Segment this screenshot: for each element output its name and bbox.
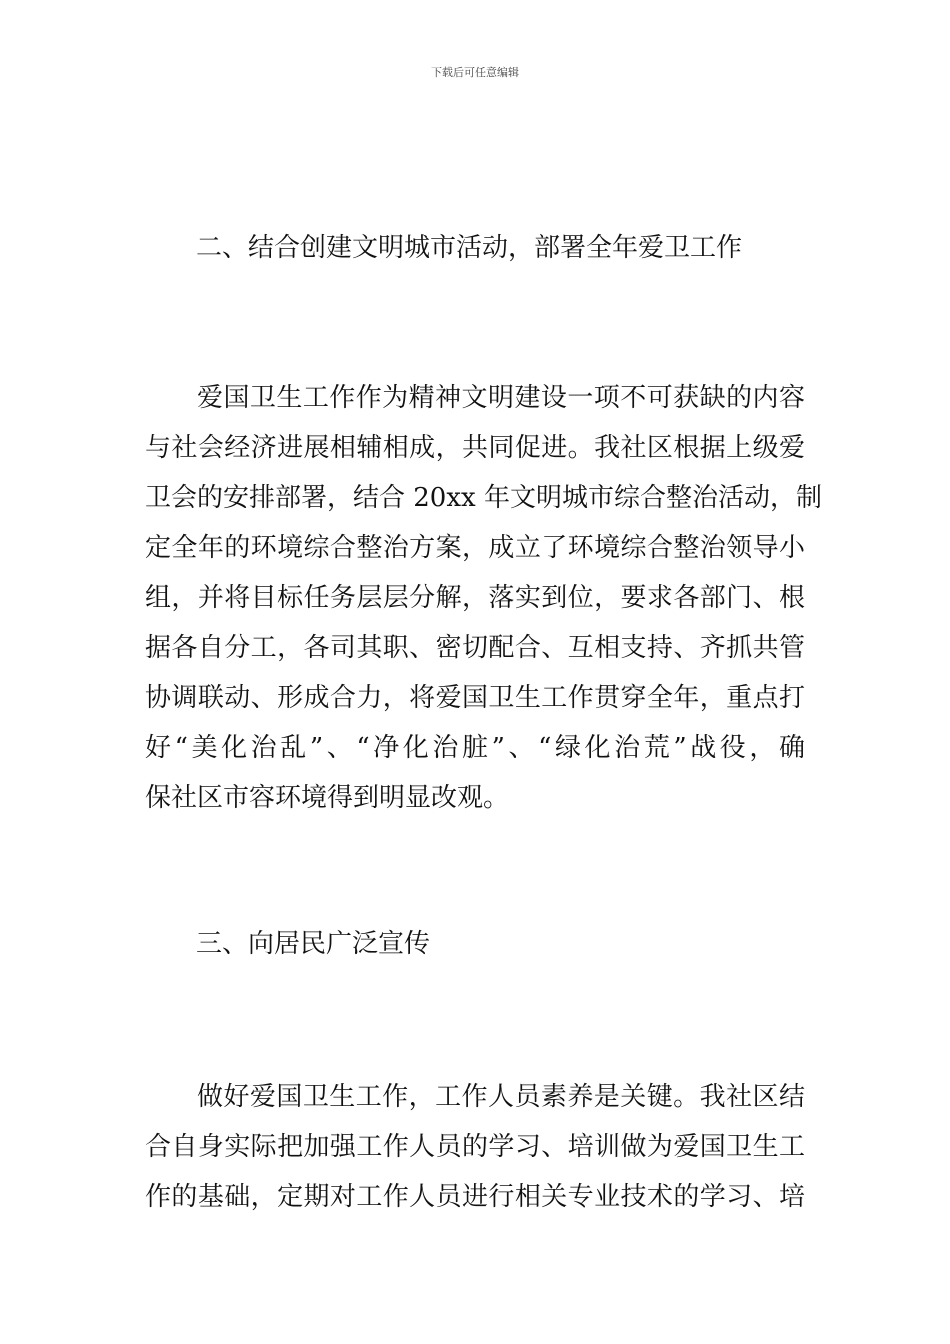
paragraph-line: 爱国卫生工作作为精神文明建设一项不可获缺的内容 — [197, 383, 805, 413]
paragraph-line: 据各自分工，各司其职、密切配合、互相支持、齐抓共管 — [145, 633, 805, 663]
paragraph-line: 与社会经济进展相辅相成，共同促进。我社区根据上级爱 — [145, 433, 805, 463]
section-heading-3: 三、向居民广泛宣传 — [196, 929, 431, 959]
paragraph-line: 合自身实际把加强工作人员的学习、培训做为爱国卫生工 — [145, 1132, 805, 1162]
section-3-paragraph — [145, 1072, 805, 1222]
paragraph-line: 做好爱国卫生工作，工作人员素养是关键。我社区结 — [197, 1082, 805, 1112]
section-2-paragraph — [145, 373, 822, 823]
paragraph-line: 组，并将目标任务层层分解，落实到位，要求各部门、根 — [145, 583, 805, 613]
paragraph-line: 好“美化治乱”、“净化治脏”、“绿化治荒”战役，确 — [145, 733, 805, 763]
paragraph-line: 定全年的环境综合整治方案，成立了环境综合整治领导小 — [145, 533, 805, 563]
paragraph-line: 保社区市容环境得到明显改观。 — [145, 783, 510, 813]
paragraph-line: 卫会的安排部署，结合 20xx 年文明城市综合整治活动，制 — [145, 483, 822, 513]
section-heading-2: 二、结合创建文明城市活动，部署全年爱卫工作 — [196, 233, 743, 263]
paragraph-line: 作的基础，定期对工作人员进行相关专业技术的学习、培 — [145, 1182, 805, 1212]
page-header-note: 下载后可任意编辑 — [431, 66, 519, 79]
paragraph-line: 协调联动、形成合力，将爱国卫生工作贯穿全年，重点打 — [145, 683, 805, 713]
